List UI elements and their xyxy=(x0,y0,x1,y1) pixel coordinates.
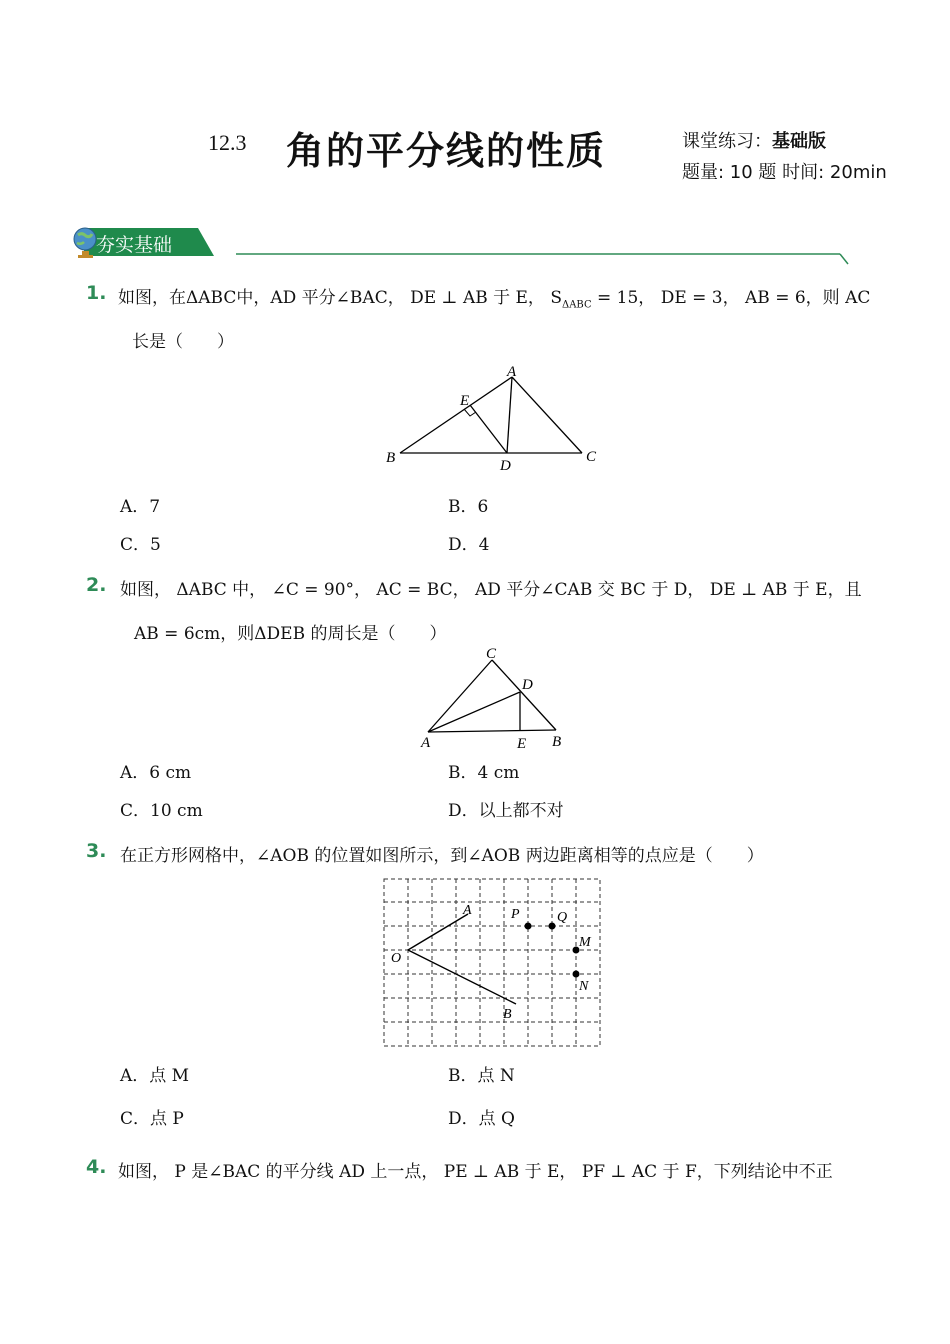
q3-option-d[interactable]: D．点 Q xyxy=(448,1109,515,1129)
question-2-number: 2. xyxy=(86,574,107,596)
q1-line1: 如图，在ΔABC中，AD 平分∠BAC， DE ⊥ AB 于 E， S xyxy=(118,288,562,308)
q3-label-m: M xyxy=(579,935,591,950)
q2-label-d: D xyxy=(522,677,533,693)
q2-option-d[interactable]: D．以上都不对 xyxy=(448,801,564,821)
section-number: 12.3 xyxy=(208,130,247,155)
q3-label-q: Q xyxy=(557,910,568,925)
q3-point-q xyxy=(549,923,556,930)
q2-option-a[interactable]: A．6 cm xyxy=(120,763,192,783)
q1-label-e: E xyxy=(460,393,470,409)
section-banner-label: 夯实基础 xyxy=(96,234,173,256)
question-1-text-line2: 长是（ ） xyxy=(132,332,234,352)
q1-label-c: C xyxy=(586,449,597,465)
q1-option-a[interactable]: A．7 xyxy=(120,497,161,517)
q1-option-b[interactable]: B．6 xyxy=(448,497,489,517)
page-title: 角的平分线的性质 xyxy=(286,129,607,173)
q3-option-c[interactable]: C．点 P xyxy=(120,1109,184,1129)
q1-subscript: ΔABC xyxy=(561,299,592,311)
q3-point-p xyxy=(525,923,532,930)
figure-q3-grid xyxy=(383,878,601,1048)
question-4-number: 4. xyxy=(86,1156,107,1178)
practice-label-text: 课堂练习： xyxy=(682,131,772,152)
q1-option-c[interactable]: C．5 xyxy=(120,535,161,555)
question-4-text: 如图， P 是∠BAC 的平分线 AD 上一点， PE ⊥ AB 于 E， PF ⊥ AC 于 F，下列结论中不正 xyxy=(118,1162,833,1182)
question-1-text xyxy=(118,283,870,310)
q3-label-a: A xyxy=(463,903,472,918)
q2-option-c[interactable]: C．10 cm xyxy=(120,801,203,821)
section-rule xyxy=(236,250,850,268)
question-1-number: 1. xyxy=(86,282,107,304)
question-2-text-line2: AB = 6cm，则ΔDEB 的周长是（ ） xyxy=(134,624,447,644)
figure-q2-triangle xyxy=(416,642,576,754)
q3-label-o: O xyxy=(391,951,402,966)
practice-label xyxy=(682,127,826,153)
q3-label-p: P xyxy=(511,907,520,922)
q3-label-b: B xyxy=(503,1007,512,1022)
q3-option-b[interactable]: B．点 N xyxy=(448,1066,515,1086)
q1-line1-rest: = 15， DE = 3， AB = 6，则 AC xyxy=(591,288,871,308)
q2-label-c: C xyxy=(486,646,497,662)
q1-option-d[interactable]: D．4 xyxy=(448,535,490,555)
q2-label-a: A xyxy=(421,735,431,751)
question-2-text: 如图， ΔABC 中， ∠C = 90°， AC = BC， AD 平分∠CAB 交 BC 于 D， DE ⊥ AB 于 E，且 xyxy=(120,580,862,600)
q3-point-n xyxy=(573,971,580,978)
quantity-info: 题量: 10 题 时间: 20min xyxy=(682,162,887,183)
q1-label-a: A xyxy=(507,364,517,380)
q1-label-d: D xyxy=(500,458,511,474)
q2-label-b: B xyxy=(552,734,562,750)
q2-label-e: E xyxy=(517,736,527,752)
practice-level: 基础版 xyxy=(772,131,826,152)
q1-label-b: B xyxy=(386,450,396,466)
q3-label-n: N xyxy=(579,979,589,994)
q2-option-b[interactable]: B．4 cm xyxy=(448,763,520,783)
question-3-number: 3. xyxy=(86,840,107,862)
question-3-text: 在正方形网格中，∠AOB 的位置如图所示，到∠AOB 两边距离相等的点应是（ ） xyxy=(120,846,764,866)
q3-option-a[interactable]: A．点 M xyxy=(120,1066,190,1086)
figure-q1-triangle xyxy=(380,360,600,480)
